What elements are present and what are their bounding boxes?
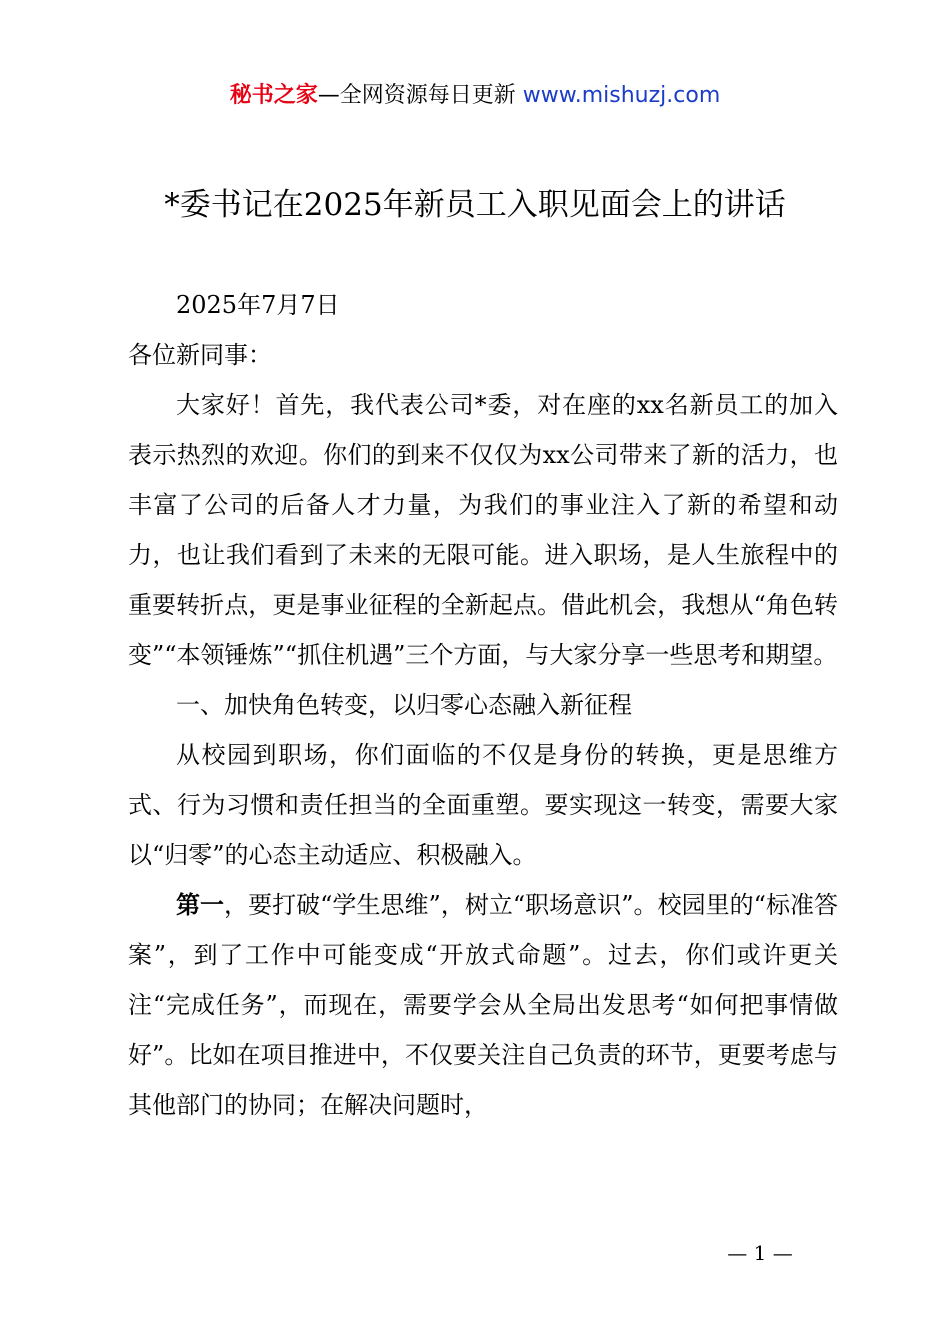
site-banner	[0, 80, 950, 112]
point-one-lead: 第一	[176, 890, 225, 919]
document-title: *委书记在2025年新员工入职见面会上的讲话	[164, 187, 786, 223]
point-one-text: ，要打破“学生思维”，树立“职场意识”。校园里的“标准答案”，到了工作中可能变成“开放式命题”。过去，你们或许更关注“完成任务”，而现在，需要学会从全局出发思考“如何把事情做好”。比如在项目推进中，不仅要关注自己负责的环节，更要考虑与其他部门的协同；在解决问题时，	[128, 891, 838, 1119]
document-body	[128, 280, 838, 1130]
document-date: 2025年7月7日	[176, 291, 340, 319]
paragraph-point-one	[128, 880, 838, 1130]
section-heading-one: 一、加快角色转变，以归零心态融入新征程	[176, 691, 632, 719]
paragraph-section-one: 从校园到职场，你们面临的不仅是身份的转换，更是思维方式、行为习惯和责任担当的全面重塑。要实现这一转变，需要大家以“归零”的心态主动适应、积极融入。	[128, 741, 838, 869]
banner-tagline: —全网资源每日更新	[317, 83, 523, 108]
brand-name: 秘书之家	[229, 83, 318, 108]
paragraph-intro: 大家好！首先，我代表公司*委，对在座的xx名新员工的加入表示热烈的欢迎。你们的到来不仅仅为xx公司带来了新的活力，也丰富了公司的后备人才力量，为我们的事业注入了新的希望和动力，也让我们看到了未来的无限可能。进入职场，是人生旅程中的重要转折点，更是事业征程的全新起点。借此机会，我想从“角色转变”“本领锤炼”“抓住机遇”三个方面，与大家分享一些思考和期望。	[128, 391, 838, 669]
page-number: — 1 —	[727, 1241, 793, 1265]
site-url[interactable]: www.mishuzj.com	[522, 83, 721, 108]
salutation: 各位新同事：	[128, 341, 272, 369]
